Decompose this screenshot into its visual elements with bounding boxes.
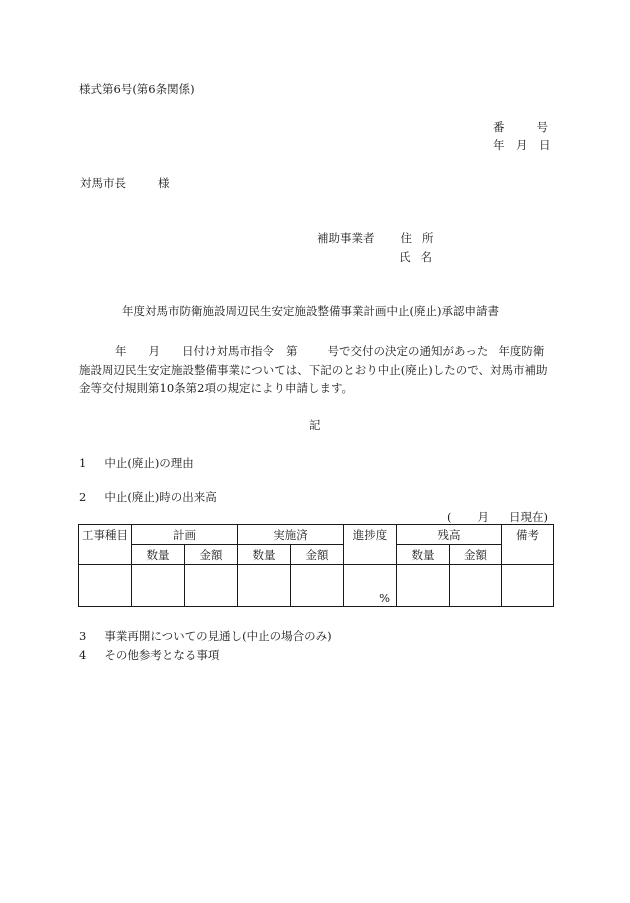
- body-dated-by: 日付け対馬市指令: [182, 344, 274, 358]
- item-2-number: 2: [79, 490, 87, 504]
- as-of-open: (: [447, 510, 452, 524]
- date-day-label: 日: [539, 138, 551, 152]
- item-1-text: 中止(廃止)の理由: [104, 456, 194, 470]
- subheader-plan-qty: 数量: [132, 545, 185, 565]
- applicant-name-line: [399, 250, 432, 264]
- header-remarks: 備考: [502, 525, 554, 565]
- address-label-2: 所: [422, 231, 434, 245]
- item-3: [79, 629, 332, 643]
- cell-remarks: [502, 565, 554, 607]
- cell-remaining-amount: [450, 565, 502, 607]
- header-progress: 進捗度: [344, 525, 397, 565]
- cell-actual-amount: [291, 565, 344, 607]
- cell-progress-percent: %: [344, 565, 397, 607]
- as-of-date: [447, 510, 548, 524]
- item-2: [79, 490, 217, 504]
- cell-work-type: [79, 565, 132, 607]
- form-id: 様式第6号(第6条関係): [79, 82, 195, 96]
- header-remaining: 残高: [397, 525, 502, 545]
- addressee-honorific: 様: [158, 176, 170, 190]
- date-month-label: 月: [516, 138, 528, 152]
- ki-heading: 記: [309, 418, 321, 432]
- cell-actual-qty: [238, 565, 291, 607]
- as-of-day-suffix: 日現在): [509, 510, 548, 524]
- name-label-2: 名: [420, 250, 432, 264]
- item-1-number: 1: [79, 456, 87, 470]
- item-4-text: その他参考となる事項: [104, 648, 220, 662]
- address-label-1: 住: [400, 231, 412, 245]
- progress-table: [78, 524, 554, 607]
- body-year2: 年度防: [498, 344, 533, 358]
- name-label-1: 氏: [399, 250, 411, 264]
- item-4-number: 4: [79, 648, 87, 662]
- header-actual: 実施済: [238, 525, 344, 545]
- cell-plan-amount: [185, 565, 238, 607]
- body-dai: 第: [286, 344, 298, 358]
- item-3-number: 3: [79, 629, 87, 643]
- item-2-text: 中止(廃止)時の出来高: [104, 490, 217, 504]
- applicant-address-line: [317, 231, 434, 245]
- body-year: 年: [115, 344, 127, 358]
- cell-remaining-qty: [397, 565, 450, 607]
- body-paragraph: [79, 342, 555, 398]
- applicant-role: 補助事業者: [317, 231, 375, 245]
- subheader-plan-amount: 金額: [185, 545, 238, 565]
- item-4: [79, 648, 219, 662]
- item-1: [79, 456, 194, 470]
- item-3-text: 事業再開についての見通し(中止の場合のみ): [104, 629, 332, 643]
- date-year-label: 年: [493, 138, 505, 152]
- document-title: 年度対馬市防衛施設周辺民生安定施設整備事業計画中止(廃止)承認申請書: [122, 304, 499, 318]
- body-rest: 衛施設周辺民生安定施設整備事業については、下記のとおり中止(廃止)したので、対馬市補助金等交付規則第10条第2項の規定により申請します。: [79, 344, 548, 395]
- subheader-remaining-qty: 数量: [397, 545, 450, 565]
- subheader-actual-qty: 数量: [238, 545, 291, 565]
- body-rest-line1: 号で交付の決定の通知があった: [327, 344, 489, 358]
- number-label-ban: 番: [493, 120, 505, 134]
- addressee-name: 対馬市長: [80, 176, 126, 190]
- number-label-go: 号: [536, 120, 548, 134]
- cell-plan-qty: [132, 565, 185, 607]
- document-date-line: [493, 138, 551, 152]
- header-work-type: 工事種目: [79, 525, 132, 565]
- subheader-actual-amount: 金額: [291, 545, 344, 565]
- subheader-remaining-amount: 金額: [450, 545, 502, 565]
- as-of-month: 月: [477, 510, 489, 524]
- header-plan: 計画: [132, 525, 238, 545]
- document-number-line: [493, 120, 548, 134]
- body-month: 月: [148, 344, 160, 358]
- addressee: [80, 176, 170, 190]
